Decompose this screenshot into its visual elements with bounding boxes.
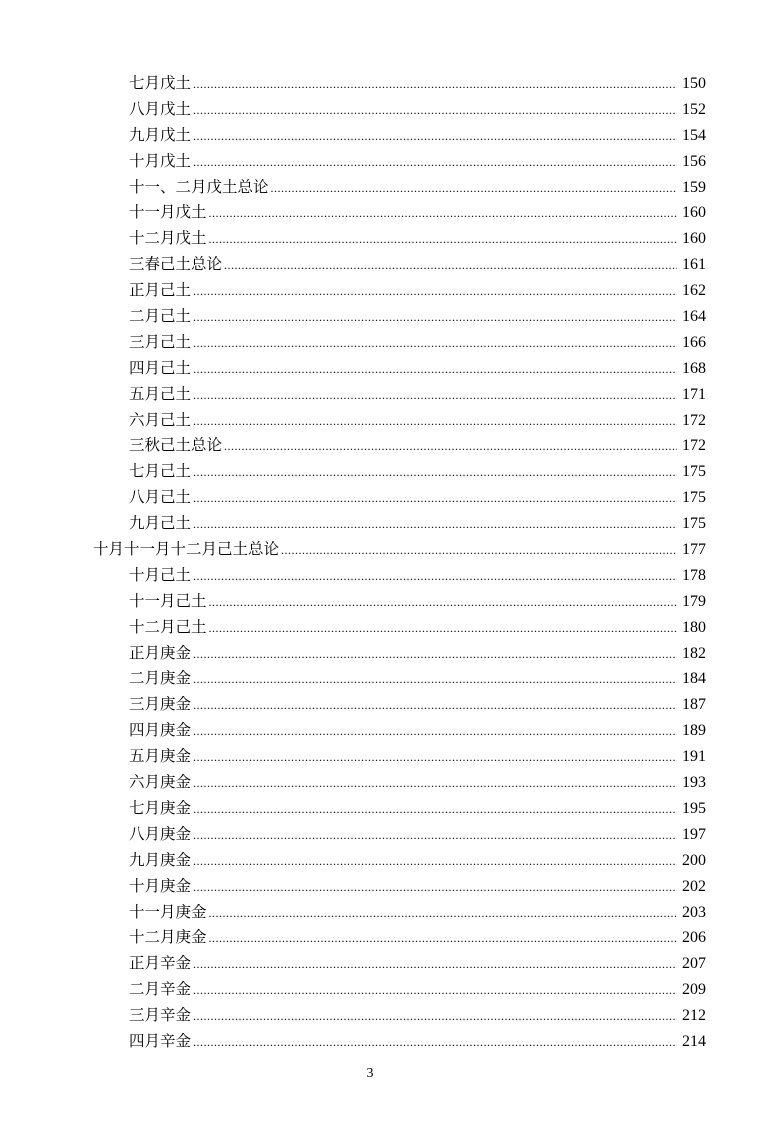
toc-entry-title: 四月己土 [129, 358, 192, 377]
toc-entry[interactable] [0, 226, 770, 252]
toc-entry-title: 六月庚金 [129, 773, 192, 792]
toc-dot-leader [193, 98, 677, 124]
toc-entry-page: 171 [682, 385, 706, 403]
toc-entry[interactable] [0, 822, 770, 848]
toc-entry-page: 160 [682, 204, 706, 222]
toc-dot-leader [193, 486, 677, 512]
toc-entry-page: 162 [682, 282, 706, 300]
toc-entry-title: 八月己土 [129, 488, 192, 507]
toc-entry-title: 十月庚金 [129, 876, 192, 895]
toc-entry-page: 184 [682, 670, 706, 688]
toc-dot-leader [193, 667, 677, 693]
toc-entry[interactable] [0, 900, 770, 926]
toc-entry-title: 八月戊土 [129, 99, 192, 118]
toc-entry[interactable] [0, 382, 770, 408]
toc-entry-title: 五月庚金 [129, 747, 192, 766]
toc-entry-page: 179 [682, 592, 706, 610]
toc-entry-page: 178 [682, 566, 706, 584]
toc-dot-leader [209, 590, 677, 616]
toc-dot-leader [193, 564, 677, 590]
toc-entry[interactable] [0, 770, 770, 796]
toc-entry[interactable] [0, 537, 770, 563]
toc-dot-leader [193, 771, 677, 797]
toc-entry[interactable] [0, 925, 770, 951]
toc-entry[interactable] [0, 874, 770, 900]
toc-entry-page: 175 [682, 515, 706, 533]
toc-entry[interactable] [0, 951, 770, 977]
table-of-contents [0, 71, 770, 1055]
toc-dot-leader [209, 901, 677, 927]
toc-dot-leader [193, 512, 677, 538]
toc-dot-leader [193, 383, 677, 409]
toc-entry-page: 156 [682, 152, 706, 170]
toc-entry-page: 207 [682, 955, 706, 973]
toc-entry-title: 九月己土 [129, 514, 192, 533]
toc-dot-leader [193, 460, 677, 486]
toc-entry-page: 152 [682, 100, 706, 118]
toc-entry-title: 十月己土 [129, 565, 192, 584]
toc-entry-page: 161 [682, 256, 706, 274]
toc-entry[interactable] [0, 666, 770, 692]
toc-entry[interactable] [0, 330, 770, 356]
toc-entry-page: 206 [682, 929, 706, 947]
toc-entry-title: 十一月己土 [129, 591, 207, 610]
toc-entry-page: 182 [682, 644, 706, 662]
toc-entry[interactable] [0, 718, 770, 744]
toc-entry-title: 十一月庚金 [129, 902, 207, 921]
toc-entry-page: 159 [682, 178, 706, 196]
toc-dot-leader [193, 797, 677, 823]
toc-entry-page: 214 [682, 1032, 706, 1050]
toc-entry[interactable] [0, 977, 770, 1003]
toc-entry[interactable] [0, 304, 770, 330]
toc-entry-title: 正月庚金 [129, 643, 192, 662]
toc-entry[interactable] [0, 433, 770, 459]
toc-entry-page: 212 [682, 1007, 706, 1025]
toc-dot-leader [209, 926, 677, 952]
toc-dot-leader [193, 279, 677, 305]
toc-entry[interactable] [0, 71, 770, 97]
toc-entry-title: 四月辛金 [129, 1031, 192, 1050]
toc-entry-title: 六月己土 [129, 410, 192, 429]
toc-entry-page: 189 [682, 722, 706, 740]
toc-entry-title: 十月十一月十二月己土总论 [93, 540, 280, 559]
toc-entry-title: 二月己土 [129, 307, 192, 326]
toc-dot-leader [193, 124, 677, 150]
toc-entry[interactable] [0, 744, 770, 770]
toc-entry[interactable] [0, 149, 770, 175]
toc-entry-page: 160 [682, 230, 706, 248]
toc-entry-page: 193 [682, 774, 706, 792]
toc-entry[interactable] [0, 356, 770, 382]
toc-dot-leader [224, 434, 677, 460]
toc-entry-title: 三月己土 [129, 332, 192, 351]
toc-entry-title: 三月庚金 [129, 695, 192, 714]
page-number: 3 [366, 1066, 374, 1081]
toc-entry[interactable] [0, 563, 770, 589]
toc-entry[interactable] [0, 1029, 770, 1055]
toc-entry-page: 172 [682, 411, 706, 429]
toc-entry-title: 十二月庚金 [129, 928, 207, 947]
toc-entry-title: 二月庚金 [129, 669, 192, 688]
toc-entry-title: 七月庚金 [129, 798, 192, 817]
toc-entry[interactable] [0, 1003, 770, 1029]
toc-dot-leader [193, 719, 677, 745]
toc-entry-page: 209 [682, 981, 706, 999]
toc-entry[interactable] [0, 459, 770, 485]
toc-entry[interactable] [0, 511, 770, 537]
toc-entry-title: 三秋己土总论 [129, 436, 223, 455]
toc-entry-title: 正月己土 [129, 281, 192, 300]
toc-dot-leader [193, 357, 677, 383]
toc-entry-page: 172 [682, 437, 706, 455]
toc-entry-title: 五月己土 [129, 384, 192, 403]
toc-dot-leader [193, 1030, 677, 1056]
toc-entry-page: 166 [682, 333, 706, 351]
toc-entry-title: 十二月己土 [129, 617, 207, 636]
toc-entry-page: 191 [682, 748, 706, 766]
toc-entry[interactable] [0, 252, 770, 278]
toc-entry-page: 154 [682, 126, 706, 144]
toc-dot-leader [193, 150, 677, 176]
toc-entry-page: 195 [682, 799, 706, 817]
toc-entry-page: 175 [682, 463, 706, 481]
toc-entry-title: 七月己土 [129, 462, 192, 481]
toc-entry[interactable] [0, 615, 770, 641]
toc-entry-page: 150 [682, 75, 706, 92]
toc-entry-page: 168 [682, 359, 706, 377]
toc-entry[interactable] [0, 200, 770, 226]
toc-dot-leader [224, 253, 677, 279]
toc-entry-title: 十月戊土 [129, 151, 192, 170]
toc-entry-title: 九月戊土 [129, 125, 192, 144]
toc-entry[interactable] [0, 175, 770, 201]
toc-entry-title: 二月辛金 [129, 980, 192, 999]
toc-entry[interactable] [0, 97, 770, 123]
toc-entry-page: 175 [682, 489, 706, 507]
toc-entry-page: 200 [682, 851, 706, 869]
toc-entry[interactable] [0, 692, 770, 718]
toc-entry[interactable] [0, 641, 770, 667]
toc-dot-leader [193, 978, 677, 1004]
toc-entry-page: 202 [682, 877, 706, 895]
toc-entry[interactable] [0, 796, 770, 822]
toc-entry-page: 180 [682, 618, 706, 636]
toc-entry[interactable] [0, 408, 770, 434]
toc-entry-title: 三月辛金 [129, 1006, 192, 1025]
toc-entry-title: 十一月戊土 [129, 203, 207, 222]
toc-entry-title: 十二月戊土 [129, 229, 207, 248]
toc-entry-title: 三春己土总论 [129, 255, 223, 274]
toc-dot-leader [209, 227, 677, 253]
toc-entry-page: 164 [682, 308, 706, 326]
toc-entry-title: 十一、二月戊土总论 [129, 177, 269, 196]
toc-dot-leader [281, 538, 677, 564]
toc-dot-leader [193, 305, 677, 331]
toc-dot-leader [193, 331, 677, 357]
toc-entry[interactable] [0, 485, 770, 511]
toc-entry[interactable] [0, 848, 770, 874]
toc-entry-page: 177 [682, 541, 706, 559]
toc-entry-title: 七月戊土 [129, 74, 192, 92]
toc-entry-page: 187 [682, 696, 706, 714]
toc-entry-page: 203 [682, 903, 706, 921]
toc-dot-leader [193, 745, 677, 771]
toc-dot-leader [193, 642, 677, 668]
toc-entry-title: 八月庚金 [129, 824, 192, 843]
toc-dot-leader [193, 409, 677, 435]
toc-dot-leader [193, 693, 677, 719]
toc-dot-leader [209, 616, 677, 642]
toc-entry-title: 四月庚金 [129, 721, 192, 740]
toc-dot-leader [193, 1004, 677, 1030]
toc-dot-leader [209, 201, 677, 227]
toc-dot-leader [193, 875, 677, 901]
toc-entry[interactable] [0, 123, 770, 149]
toc-dot-leader [193, 952, 677, 978]
toc-dot-leader [271, 176, 677, 202]
toc-entry-page: 197 [682, 825, 706, 843]
toc-entry-title: 正月辛金 [129, 954, 192, 973]
toc-entry[interactable] [0, 278, 770, 304]
toc-entry[interactable] [0, 589, 770, 615]
toc-dot-leader [193, 823, 677, 849]
toc-dot-leader [193, 72, 677, 98]
toc-dot-leader [193, 849, 677, 875]
toc-entry-title: 九月庚金 [129, 850, 192, 869]
